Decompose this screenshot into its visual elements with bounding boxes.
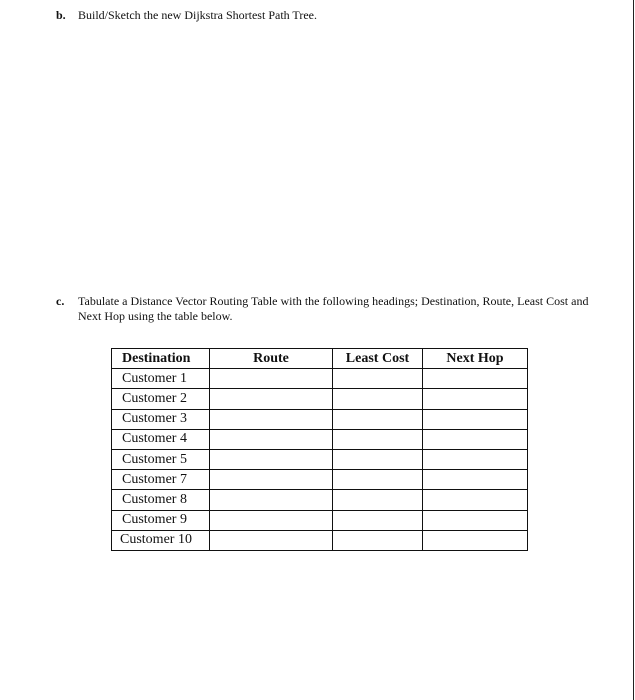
table-header-row — [112, 349, 528, 369]
cell-route[interactable] — [210, 409, 333, 429]
cell-route[interactable] — [210, 490, 333, 510]
question-c-marker: c. — [56, 294, 65, 308]
cell-least-cost[interactable] — [333, 490, 423, 510]
cell-route[interactable] — [210, 389, 333, 409]
cell-route[interactable] — [210, 449, 333, 469]
cell-next-hop[interactable] — [423, 530, 528, 550]
cell-next-hop[interactable] — [423, 389, 528, 409]
cell-destination: Customer 10 — [112, 530, 210, 550]
table-row — [112, 470, 528, 490]
cell-least-cost[interactable] — [333, 389, 423, 409]
cell-next-hop[interactable] — [423, 490, 528, 510]
table-row — [112, 389, 528, 409]
cell-next-hop[interactable] — [423, 510, 528, 530]
header-route: Route — [210, 349, 333, 369]
cell-destination: Customer 9 — [112, 510, 210, 530]
cell-least-cost[interactable] — [333, 510, 423, 530]
table-row — [112, 530, 528, 550]
cell-destination: Customer 1 — [112, 369, 210, 389]
cell-route[interactable] — [210, 510, 333, 530]
cell-next-hop[interactable] — [423, 449, 528, 469]
table-row — [112, 449, 528, 469]
cell-least-cost[interactable] — [333, 369, 423, 389]
table-row — [112, 369, 528, 389]
cell-destination: Customer 5 — [112, 449, 210, 469]
cell-next-hop[interactable] — [423, 429, 528, 449]
cell-least-cost[interactable] — [333, 409, 423, 429]
cell-destination: Customer 8 — [112, 490, 210, 510]
cell-destination: Customer 3 — [112, 409, 210, 429]
question-c — [56, 294, 598, 324]
question-b-marker: b. — [56, 8, 66, 22]
question-b — [56, 8, 317, 23]
table-row — [112, 490, 528, 510]
cell-route[interactable] — [210, 429, 333, 449]
table-row — [112, 510, 528, 530]
question-b-text: Build/Sketch the new Dijkstra Shortest Path Tree. — [78, 8, 317, 22]
question-c-text: Tabulate a Distance Vector Routing Table with the following headings; Destination, Route, Least Cost and Next Hop using the table below. — [78, 294, 589, 323]
cell-least-cost[interactable] — [333, 530, 423, 550]
routing-table — [111, 348, 528, 551]
cell-next-hop[interactable] — [423, 369, 528, 389]
header-least-cost: Least Cost — [333, 349, 423, 369]
header-destination: Destination — [112, 349, 210, 369]
cell-least-cost[interactable] — [333, 470, 423, 490]
cell-destination: Customer 7 — [112, 470, 210, 490]
cell-least-cost[interactable] — [333, 429, 423, 449]
cell-next-hop[interactable] — [423, 409, 528, 429]
header-next-hop: Next Hop — [423, 349, 528, 369]
cell-destination: Customer 4 — [112, 429, 210, 449]
cell-route[interactable] — [210, 369, 333, 389]
cell-least-cost[interactable] — [333, 449, 423, 469]
table-row — [112, 409, 528, 429]
table-row — [112, 429, 528, 449]
cell-route[interactable] — [210, 470, 333, 490]
cell-route[interactable] — [210, 530, 333, 550]
cell-destination: Customer 2 — [112, 389, 210, 409]
cell-next-hop[interactable] — [423, 470, 528, 490]
